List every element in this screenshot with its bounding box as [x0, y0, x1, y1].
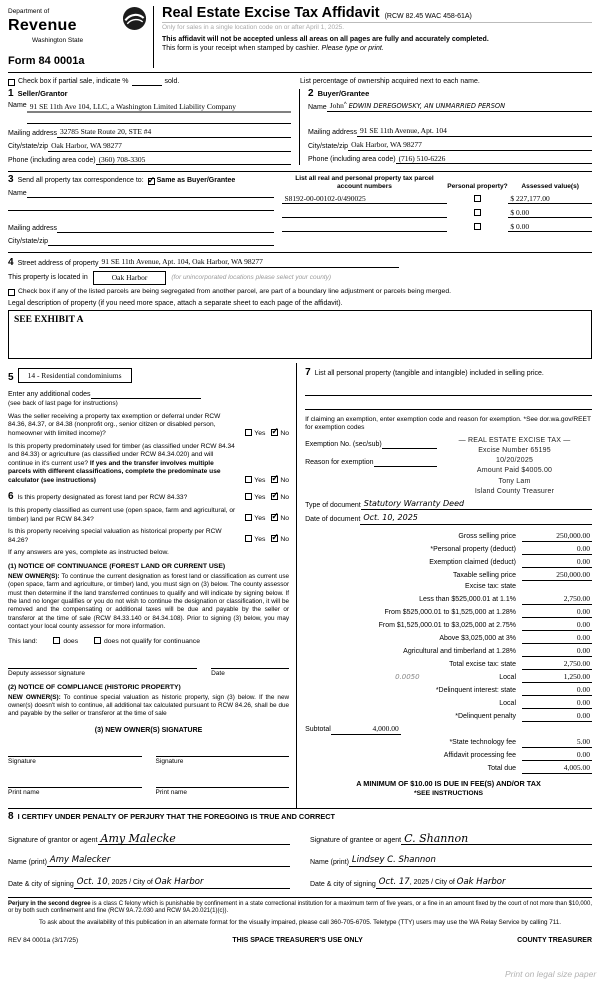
type-of-document-label: Type of document: [305, 502, 361, 510]
personal-property-checkbox[interactable]: [474, 209, 481, 216]
does-not-checkbox[interactable]: [94, 637, 101, 644]
type-of-document-field[interactable]: Statutory Warranty Deed: [361, 499, 592, 510]
personal-property-line[interactable]: [305, 398, 592, 410]
dept-of-label: Department of: [8, 8, 50, 15]
grantor-print-field[interactable]: Amy Malecker: [47, 855, 290, 867]
buyer-phone-field[interactable]: (716) 510-6226: [396, 154, 592, 165]
legal-description-value: SEE EXHIBIT A: [14, 314, 84, 325]
buyer-phone-label: Phone (including area code): [308, 156, 396, 164]
no-label: No: [280, 515, 290, 523]
amount-field[interactable]: 0.00: [522, 620, 592, 631]
historic-property-question: Is this property receiving special valuation as historical property per RCW 84.26? Yes ✓ No: [8, 528, 289, 545]
reason-exemption-label: Reason for exemption: [305, 458, 374, 466]
personal-property-checkbox[interactable]: [474, 195, 481, 202]
forest-land-question: 6 Is this property designated as forest land per RCW 84.33? Yes ✓ No: [8, 492, 289, 503]
footer-row: [8, 936, 592, 945]
buyer-city-label: City/state/zip: [308, 142, 349, 150]
tax-line: Total excise tax: state 2,750.00: [449, 658, 590, 669]
signature-label: Signature: [155, 757, 184, 765]
section-6-number: 6: [8, 491, 14, 503]
does-label: does: [63, 638, 79, 646]
deputy-signature-label: Deputy assessor signature: [8, 670, 85, 678]
same-as-buyer-checkbox[interactable]: [148, 178, 155, 185]
exemption-no-label: Exemption No. (sec/sub): [305, 440, 382, 448]
yes-label: Yes: [254, 476, 266, 484]
timber-agriculture-question: Is this property predominately used for timber (as classified under RCW 84.34 and 84.33) or agriculture (as classified under RCW 84.34.020) and will continue in it's current use? If yes and the transfer involves multiple parcels with different classifications, complete the predominate use calculator (see instructions) Yes ✓ No: [8, 443, 289, 486]
left-column: [8, 363, 297, 808]
county-treasurer-label: COUNTY TREASURER: [517, 937, 592, 944]
amount-field[interactable]: 250,000.00: [522, 570, 592, 581]
amount-field[interactable]: 0.00: [522, 633, 592, 644]
local-rate-note: 0.0050: [395, 673, 420, 682]
washington-state-label: Washington State: [32, 37, 84, 45]
seller-buyer-sections: [8, 89, 592, 172]
street-address-label: Street address of property: [17, 259, 99, 267]
amount-field[interactable]: 1,250.00: [522, 672, 592, 683]
yes-no-group: [239, 429, 289, 439]
amount-field[interactable]: 0.00: [522, 557, 592, 568]
print-name-label: Print name: [155, 789, 187, 797]
parcel-column-header: List all real and personal property tax parcel account numbers: [295, 175, 434, 190]
buyer-city-field[interactable]: Oak Harbor, WA 98277: [348, 140, 592, 151]
section-property-address: [8, 253, 592, 362]
section-seller: [8, 89, 300, 165]
section-7-column: [297, 363, 592, 808]
yes-checkbox[interactable]: [245, 535, 252, 542]
owner-printname-line[interactable]: [156, 778, 290, 788]
does-not-label: does not qualify for continuance: [104, 638, 200, 646]
grantee-print-label: Name (print): [310, 858, 349, 866]
seller-name-field[interactable]: 91 SE 11th Ave 104, LLC, a Washington Limited Liability Company: [27, 101, 291, 124]
seller-name-label: Name: [8, 102, 27, 110]
yes-label: Yes: [254, 515, 266, 523]
does-checkbox[interactable]: [53, 637, 60, 644]
owner-signature-line[interactable]: [156, 747, 290, 757]
see-instructions-note: *SEE INSTRUCTIONS: [413, 790, 484, 798]
section-8-number: 8: [8, 810, 14, 822]
no-label: No: [280, 429, 290, 437]
additional-codes-field[interactable]: [91, 389, 201, 399]
grantee-print-field[interactable]: Lindsey C. Shannon: [349, 855, 592, 867]
yes-label: Yes: [254, 494, 266, 502]
perjury-notice: Perjury in the second degree is a class C felony which is punishable by confinement in a state correctional institution for a maximum term of five years, or a fine in an amount fixed by the court of not more than $10,000, or by both such confinement and fine (RCW 9A.72.030 and RCW 9A.20.021(1)(c)).: [8, 900, 593, 915]
seller-phone-label: Phone (including area code): [8, 157, 96, 165]
stamp-line: Island County Treasurer: [474, 487, 555, 495]
yes-checkbox[interactable]: [245, 476, 252, 483]
correspondence-city-field[interactable]: [48, 236, 274, 246]
tax-line: *Delinquent interest: state 0.00: [435, 684, 590, 695]
unincorporated-note: (for unincorporated locations please select your county): [171, 273, 332, 281]
street-address-field[interactable]: 91 SE 11th Avenue, Apt. 104, Oak Harbor, WA 98277: [99, 257, 399, 268]
partial-sale-row: [8, 77, 592, 86]
tax-line: *State technology fee 5.00: [449, 736, 590, 747]
buyer-mailing-field[interactable]: 91 SE 11th Avenue, Apt. 104: [357, 126, 592, 137]
print-name-label: Print name: [8, 789, 40, 797]
seller-city-field[interactable]: Oak Harbor, WA 98277: [48, 141, 291, 152]
correspondence-city-label: City/state/zip: [8, 238, 49, 246]
no-label: No: [280, 536, 290, 544]
stamp-line: Tony Lam: [498, 477, 531, 485]
personal-property-column-header: Personal property?: [447, 182, 508, 190]
no-checkbox[interactable]: [271, 535, 278, 542]
personal-property-intro: 7 List all personal property (tangible and intangible) included in selling price.: [305, 366, 544, 378]
section-3-number: 3: [8, 174, 14, 186]
alternate-format-note: To ask about the availability of this publication in an alternate format for the visually impaired, please call 360-705-6705. Teletype (TTY) users may use the WA Relay Service by calling 711.: [38, 918, 562, 926]
grantor-print-label: Name (print): [8, 858, 47, 866]
grantor-signature-field[interactable]: Amy Malecke: [98, 833, 290, 845]
notice-continuance-title: (1) NOTICE OF CONTINUANCE (FOREST LAND OR CURRENT USE): [8, 563, 226, 571]
parcel-number-field[interactable]: S8192-00-00102-0/490025: [282, 194, 446, 205]
seller-city-label: City/state/zip: [8, 143, 49, 151]
amount-field[interactable]: 4,000.00: [331, 724, 401, 735]
tax-line: Less than $525,000.01 at 1.1% 2,750.00: [419, 593, 590, 604]
grantor-signature-block: [8, 823, 290, 889]
yes-label: Yes: [254, 429, 266, 437]
form-title: Real Estate Excise Tax Affidavit: [162, 5, 380, 21]
notice-continuance-body: NEW OWNER(S): To continue the current designation as forest land or classification as current use (open space, farm and agriculture, or timber) land, you must sign on (3) below. The county assessor must then determine if the land transferred continues to qualify and will indicate by signing below. If the land no longer qualifies or you do not wish to continue the designation or classification, it will be removed and the compensating or additional taxes will be due and payable by the seller or transferor at the time of sale (RCW 84.33.140 or 84.34.108). Prior to signing (3) below, you may contact your local county assessor for more information.: [8, 572, 290, 631]
section-certification: [8, 809, 592, 898]
tax-line: Agricultural and timberland at 1.28% 0.00: [403, 645, 590, 656]
legal-description-box[interactable]: [8, 310, 592, 359]
deputy-signature-line[interactable]: [8, 659, 197, 669]
tax-line-local: 0.0050 Local 1,250.00: [395, 671, 590, 682]
amount-field[interactable]: 5.00: [522, 737, 592, 748]
print-size-note: Print on legal size paper: [505, 968, 597, 979]
seller-mailing-label: Mailing address: [8, 129, 58, 137]
accept-note: This affidavit will not be accepted unless all areas on all pages are fully and accurately completed.: [162, 35, 489, 43]
section-2-number: 2: [308, 88, 314, 100]
correspondence-mailing-label: Mailing address: [8, 225, 58, 233]
stamp-line: Excise Number 65195: [478, 447, 551, 455]
new-owner-signature-row: [8, 747, 289, 766]
tax-computation: [305, 529, 592, 774]
tax-line: From $1,525,000.01 to $3,025,000 at 2.75% 0.00: [378, 619, 590, 630]
additional-codes-label: Enter any additional codes: [8, 391, 91, 399]
insert-caret: ^: [343, 102, 347, 109]
yes-checkbox[interactable]: [245, 514, 252, 521]
assessed-value-column-header: Assessed value(s): [521, 182, 579, 190]
main-columns: [8, 363, 592, 809]
personal-property-line[interactable]: [305, 384, 592, 396]
parcel-number-field[interactable]: [282, 231, 446, 232]
tax-line: Subtotal 4,000.00: [305, 723, 399, 734]
stamp-line: 10/20/2025: [496, 457, 534, 465]
section-correspondence-parcels: [8, 172, 592, 253]
sold-label: sold.: [164, 77, 180, 85]
tax-line: Taxable selling price 250,000.00: [452, 569, 590, 580]
stamp-line: — REAL ESTATE EXCISE TAX —: [458, 436, 571, 444]
section-1-number: 1: [8, 88, 14, 100]
grantee-signature-label: Signature of grantee or agent: [310, 836, 402, 844]
single-location-note: Only for sales in a single location code on or after April 1, 2025.: [162, 24, 345, 32]
correspondence-intro: Send all property tax correspondence to:: [17, 177, 144, 185]
section-5-number: 5: [8, 372, 14, 384]
excise-tax-state-header: Excise tax: state: [465, 583, 516, 591]
correspondence-block: [8, 175, 282, 246]
exemption-deferral-question: Was the seller receiving a property tax exemption or deferral under RCW 84.36, 84.37, or 84.38 (nonprofit org., senior citizen or disabled person, homeowner with limited income)? Yes ✓ No: [8, 413, 289, 439]
yes-label: Yes: [254, 536, 266, 544]
yes-no-group: [239, 535, 289, 545]
no-checkbox[interactable]: [271, 476, 278, 483]
owner-printname-line[interactable]: [8, 778, 142, 788]
minimum-due-note: A MINIMUM OF $10.00 IS DUE IN FEE(S) AND/OR TAX: [356, 778, 541, 788]
amount-field[interactable]: 2,750.00: [522, 594, 592, 605]
treasurer-use-label: THIS SPACE TREASURER'S USE ONLY: [232, 937, 363, 944]
current-use-question: Is this property classified as current use (open space, farm and agricultural, or timber) land per RCW 84.34? Yes ✓ No: [8, 507, 289, 524]
grantee-signature-field[interactable]: C. Shannon: [401, 833, 592, 845]
assessed-value-field[interactable]: $ 227,177.00: [508, 194, 592, 205]
this-land-label: This land:: [8, 638, 38, 646]
amount-field[interactable]: 0.00: [522, 544, 592, 555]
see-back-note: (see back of last page for instructions): [8, 400, 118, 408]
buyer-mailing-label: Mailing address: [308, 128, 358, 136]
correspondence-name-field[interactable]: [27, 188, 275, 198]
new-owner-signature-title: (3) NEW OWNER(S) SIGNATURE: [94, 726, 203, 734]
tax-line: *Delinquent penalty 0.00: [455, 710, 590, 721]
amount-field[interactable]: 2,750.00: [522, 659, 592, 670]
date-of-document-label: Date of document: [305, 516, 361, 524]
amount-field[interactable]: 250,000.00: [522, 531, 592, 542]
form-title-ref: (RCW 82.45 WAC 458-61A): [384, 13, 472, 21]
tax-line: Local 0.00: [499, 697, 590, 708]
partial-sale-label: Check box if partial sale, indicate %: [18, 77, 129, 85]
deputy-date-line[interactable]: [211, 659, 289, 669]
amount-field[interactable]: 0.00: [522, 607, 592, 618]
grantee-signature-block: [310, 823, 592, 889]
table-row: [282, 190, 592, 204]
deputy-date-label: Date: [211, 670, 225, 678]
property-class-box[interactable]: 14 - Residential condominiums: [18, 368, 132, 384]
grantor-signature-label: Signature of grantor or agent: [8, 836, 98, 844]
receipt-note: This form is your receipt when stamped by cashier. Please type or print.: [162, 44, 384, 52]
grantee-date-label: Date & city of signing: [310, 880, 376, 888]
tax-line: From $525,000.01 to $1,525,000 at 1.28% 0.00: [384, 606, 590, 617]
no-label: No: [280, 476, 290, 484]
correspondence-mailing-field[interactable]: [57, 223, 274, 233]
treasurer-stamp: [437, 436, 592, 497]
tax-line-total-due: Total due 4,005.00: [487, 762, 590, 773]
assessed-value-field[interactable]: $ 0.00: [508, 222, 592, 233]
no-label: No: [280, 494, 290, 502]
grantee-date-field[interactable]: Oct. 17, 2025 / City of Oak Harbor: [376, 877, 592, 889]
new-owner-printname-row: [8, 778, 289, 797]
tax-line: Exemption claimed (deduct) 0.00: [429, 556, 590, 567]
seller-mailing-field[interactable]: 32785 State Route 20, STE #4: [57, 127, 291, 138]
form-header: [8, 6, 592, 73]
exemption-note: If claiming an exemption, enter exemption code and reason for exemption. *See dor.wa.gov/REET for exemption codes: [305, 415, 591, 432]
stamp-line: Amount Paid $4005.00: [476, 467, 553, 475]
buyer-name-field[interactable]: John^ EDWIN DEREGOWSKY, AN UNMARRIED PERSON: [327, 101, 592, 112]
partial-percent-field[interactable]: [132, 77, 162, 86]
reason-exemption-field[interactable]: [374, 457, 437, 467]
grantor-date-field[interactable]: Oct. 10, 2025 / City of Oak Harbor: [74, 877, 290, 889]
owner-signature-line[interactable]: [8, 747, 142, 757]
continuance-qualify-row: [8, 637, 289, 647]
grantor-date-label: Date & city of signing: [8, 880, 74, 888]
notice-compliance-body: NEW OWNER(S): To continue special valuation as historic property, sign (3) below. If the new owner(s) doesn't wish to continue, all additional tax calculated pursuant to RCW 84.26, shall be due and payable by the seller or transferor at the time of sale: [8, 693, 290, 718]
located-in-label: This property is located in: [8, 274, 88, 282]
segregated-label: Check box if any of the listed parcels are being segregated from another parcel, are part of a boundary line adjustment or parcels being merged.: [18, 287, 451, 295]
yes-no-group: [239, 476, 289, 486]
yes-no-group: [239, 514, 289, 524]
parcel-table: [282, 175, 592, 246]
section-7-number: 7: [305, 366, 311, 378]
tax-line: Above $3,025,000 at 3% 0.00: [439, 632, 590, 643]
legal-description-label: Legal description of property (if you need more space, attach a separate sheet to each page of the affidavit).: [8, 299, 343, 307]
signature-label: Signature: [8, 757, 36, 765]
date-of-document-field[interactable]: Oct. 10, 2025: [360, 513, 592, 524]
no-checkbox[interactable]: [271, 514, 278, 521]
exemption-area: [305, 436, 592, 497]
table-row: [282, 218, 592, 232]
revenue-logo-icon: [122, 6, 147, 34]
location-select-box[interactable]: Oak Harbor: [93, 271, 167, 285]
no-checkbox[interactable]: [271, 493, 278, 500]
yes-no-group: [239, 493, 289, 503]
yes-checkbox[interactable]: [245, 429, 252, 436]
rev-number: REV 84 0001a (3/17/25): [8, 936, 79, 944]
ownership-note: List percentage of ownership acquired next to each name.: [300, 77, 480, 85]
agency-block: [8, 6, 154, 68]
if-yes-note: If any answers are yes, complete as instructed below.: [8, 549, 169, 557]
personal-property-checkbox[interactable]: [474, 223, 481, 230]
section-buyer: [300, 89, 592, 165]
amount-field[interactable]: 0.00: [522, 711, 592, 722]
amount-field[interactable]: 0.00: [522, 685, 592, 696]
revenue-label: Revenue: [8, 17, 77, 35]
correspondence-name-label: Name: [8, 190, 27, 198]
parcel-number-field[interactable]: [282, 217, 446, 218]
partial-sale-checkbox[interactable]: [8, 79, 15, 86]
assessed-value-field[interactable]: $ 0.00: [508, 208, 592, 219]
table-row: [282, 204, 592, 218]
deputy-assessor-row: [8, 659, 289, 678]
notice-compliance-title: (2) NOTICE OF COMPLIANCE (HISTORIC PROPERTY): [8, 683, 181, 691]
yes-checkbox[interactable]: [245, 493, 252, 500]
buyer-title: Buyer/Grantee: [317, 89, 370, 99]
no-checkbox[interactable]: [271, 429, 278, 436]
exemption-no-field[interactable]: [382, 439, 437, 449]
tax-line: Affidavit processing fee 0.00: [443, 749, 590, 760]
amount-field[interactable]: 0.00: [522, 750, 592, 761]
section-4-number: 4: [8, 257, 14, 269]
tax-line: *Personal property (deduct) 0.00: [430, 543, 590, 554]
segregated-checkbox[interactable]: [8, 289, 15, 296]
amount-field[interactable]: 0.00: [522, 698, 592, 709]
title-block: [154, 6, 592, 68]
seller-phone-field[interactable]: (360) 708-3305: [96, 155, 291, 166]
amount-field[interactable]: 0.00: [522, 646, 592, 657]
tax-line: Gross selling price 250,000.00: [458, 530, 590, 541]
certify-statement: I CERTIFY UNDER PENALTY OF PERJURY THAT THE FOREGOING IS TRUE AND CORRECT: [17, 812, 335, 822]
correspondence-extra-line[interactable]: [8, 201, 274, 211]
buyer-name-label: Name: [308, 104, 327, 112]
form-number: Form 84 0001a: [8, 54, 85, 67]
seller-title: Seller/Grantor: [17, 89, 68, 99]
same-as-buyer-label: Same as Buyer/Grantee: [156, 177, 236, 185]
amount-field[interactable]: 4,005.00: [522, 763, 592, 774]
